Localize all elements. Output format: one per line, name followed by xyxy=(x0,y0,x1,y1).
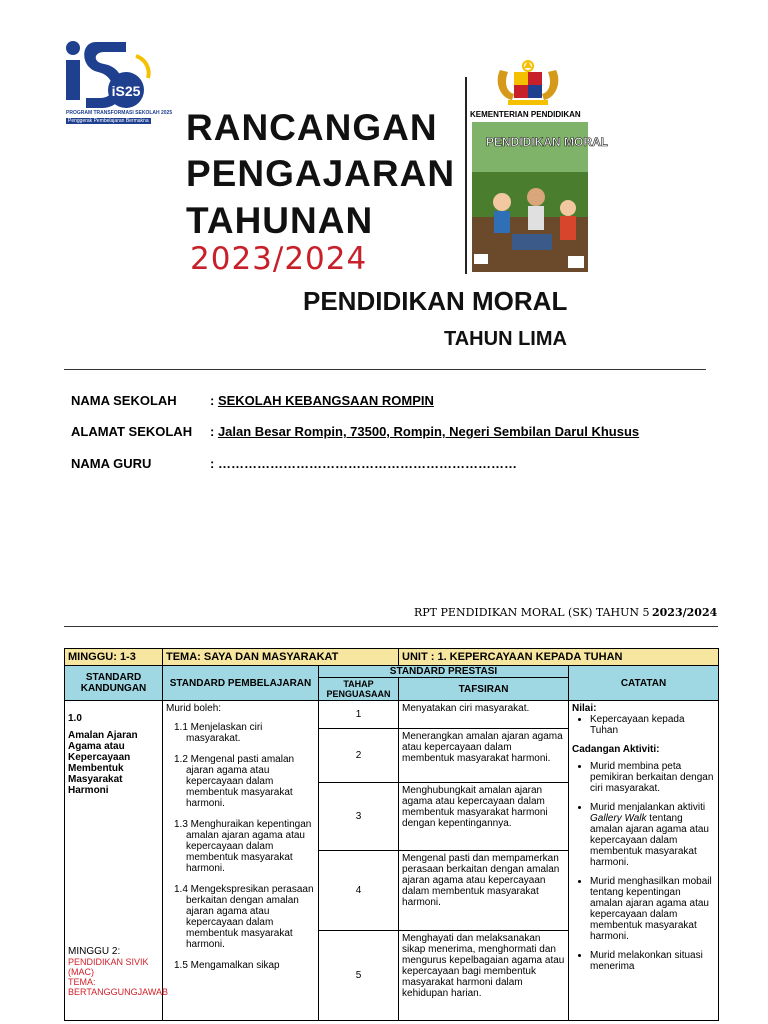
school-name-label: NAMA SEKOLAH xyxy=(71,393,177,408)
sp-item: 1.1 Menjelaskan ciri masyarakat. xyxy=(174,722,263,744)
nilai-label: Nilai: xyxy=(572,703,597,714)
header-tp: TAHAP PENGUASAAN xyxy=(319,678,399,701)
table-row xyxy=(65,701,719,729)
rpt-table xyxy=(64,648,719,1021)
divider-vertical xyxy=(465,77,467,274)
aktiviti-item: • Murid melakonkan situasi menerima xyxy=(590,950,715,972)
book-title: PENDIDIKAN MORAL xyxy=(486,135,608,149)
page-header-year: 2023/2024 xyxy=(652,606,718,619)
subject-title: PENDIDIKAN MORAL xyxy=(303,286,568,316)
title-line-2: PENGAJARAN xyxy=(186,153,456,194)
tafsiran-text: Menyatakan ciri masyarakat. xyxy=(399,701,569,729)
school-address-label: ALAMAT SEKOLAH xyxy=(71,424,193,439)
title-year: 2023/2024 xyxy=(190,241,368,277)
tafsiran-text: Menghubungkait amalan ajaran agama atau kepercayaan dalam membentuk masyarakat harmoni dengan kepentingannya. xyxy=(399,783,569,851)
sk-text: Amalan Ajaran Agama atau Kepercayaan Membentuk Masyarakat Harmoni xyxy=(68,730,138,796)
aktiviti-label: Cadangan Aktiviti: xyxy=(572,744,660,755)
sp-item: 1.2 Mengenal pasti amalan ajaran agama atau kepercayaan dalam membentuk masyarakat harmoni. xyxy=(174,754,295,809)
title-line-1: RANCANGAN xyxy=(186,107,438,148)
minggu-2-label: MINGGU 2: xyxy=(68,946,121,957)
is25-logo xyxy=(66,38,150,120)
sp-item: 1.3 Menghuraikan kepentingan amalan ajaran agama atau kepercayaan dalam membentuk masyarakat harmoni. xyxy=(174,819,312,874)
tp-level: 3 xyxy=(319,783,399,851)
table-top-row xyxy=(65,649,719,666)
school-address-value: : Jalan Besar Rompin, 73500, Rompin, Negeri Sembilan Darul Khusus xyxy=(210,424,640,439)
tafsiran-text: Menghayati dan melaksanakan sikap menerima, menghormati dan mengurus kepelbagaian agama atau kepercayaan bagi membentuk masyarakat harmoni dalam kehidupan harian. xyxy=(399,931,569,1021)
textbook-cover-image xyxy=(472,122,608,272)
theme-cell: TEMA: SAYA DAN MASYARAKAT xyxy=(163,649,399,666)
grade-title: TAHUN LIMA xyxy=(444,328,567,350)
header-sk: STANDARD KANDUNGAN xyxy=(65,666,163,701)
nilai-item: • Kepercayaan kepada Tuhan xyxy=(590,714,715,736)
logo-number: iS25 xyxy=(111,83,141,99)
header-catatan: CATATAN xyxy=(569,666,719,701)
month-label: (MAC) xyxy=(68,967,94,977)
tp-level: 1 xyxy=(319,701,399,729)
title-line-3: TAHUNAN xyxy=(186,200,374,241)
catatan-cell xyxy=(569,701,719,1021)
tp-level: 2 xyxy=(319,729,399,783)
logo-caption: PROGRAM TRANSFORMASI SEKOLAH 2025 xyxy=(66,110,173,116)
sk-number: 1.0 xyxy=(68,713,82,724)
ministry-label: KEMENTERIAN PENDIDIKAN xyxy=(470,110,581,119)
teacher-name-value: : …………………………………………………………… xyxy=(210,456,517,471)
sk-cell xyxy=(65,701,169,1021)
school-name-value: : SEKOLAH KEBANGSAAN ROMPIN xyxy=(210,393,434,408)
aktiviti-item: • Murid menghasilkan mobail tentang kepentingan amalan ajaran agama atau kepercayaan dalam membentuk masyarakat harmoni. xyxy=(590,876,715,942)
tafsiran-text: Mengenal pasti dan mempamerkan perasaan berkaitan dengan amalan ajaran agama atau kepercayaan dalam membentuk masyarakat harmoni. xyxy=(399,851,569,931)
teacher-name-label: NAMA GURU xyxy=(71,456,152,471)
sivik-label: PENDIDIKAN SIVIK xyxy=(68,957,149,967)
sp-cell xyxy=(163,701,319,1021)
header-tafsiran: TAFSIRAN xyxy=(399,678,569,701)
sp-item: 1.4 Mengekspresikan perasaan berkaitan dengan amalan ajaran agama atau kepercayaan dalam membentuk masyarakat harmoni. xyxy=(174,884,314,950)
table-header-row xyxy=(65,666,719,678)
aktiviti-item: • Murid membina peta pemikiran berkaitan dengan ciri masyarakat. xyxy=(590,761,715,794)
tp-level: 4 xyxy=(319,851,399,931)
divider xyxy=(64,626,718,627)
tp-level: 5 xyxy=(319,931,399,1021)
sp-intro: Murid boleh: xyxy=(166,703,222,714)
aktiviti-item: • Murid menjalankan aktiviti Gallery Walk tentang amalan ajaran agama atau kepercayaan dalam membentuk masyarakat harmoni. xyxy=(590,802,715,868)
header-spr: STANDARD PRESTASI xyxy=(319,666,569,678)
logo-tagline: Penggerak Pembelajaran Bermakna xyxy=(68,118,149,124)
divider xyxy=(64,369,706,370)
page-header-title: RPT PENDIDIKAN MORAL (SK) TAHUN 5 xyxy=(414,606,650,619)
malaysia-crest-icon xyxy=(492,58,564,108)
tema-label: TEMA: xyxy=(68,977,96,987)
tafsiran-text: Menerangkan amalan ajaran agama atau kepercayaan dalam membentuk masyarakat harmoni. xyxy=(399,729,569,783)
tema-value: BERTANGGUNGJAWAB xyxy=(68,987,169,997)
header-sp: STANDARD PEMBELAJARAN xyxy=(163,666,319,701)
sp-item: 1.5 Mengamalkan sikap xyxy=(174,960,280,971)
unit-cell: UNIT : 1. KEPERCAYAAN KEPADA TUHAN xyxy=(399,649,719,666)
week-cell: MINGGU: 1-3 xyxy=(65,649,163,666)
